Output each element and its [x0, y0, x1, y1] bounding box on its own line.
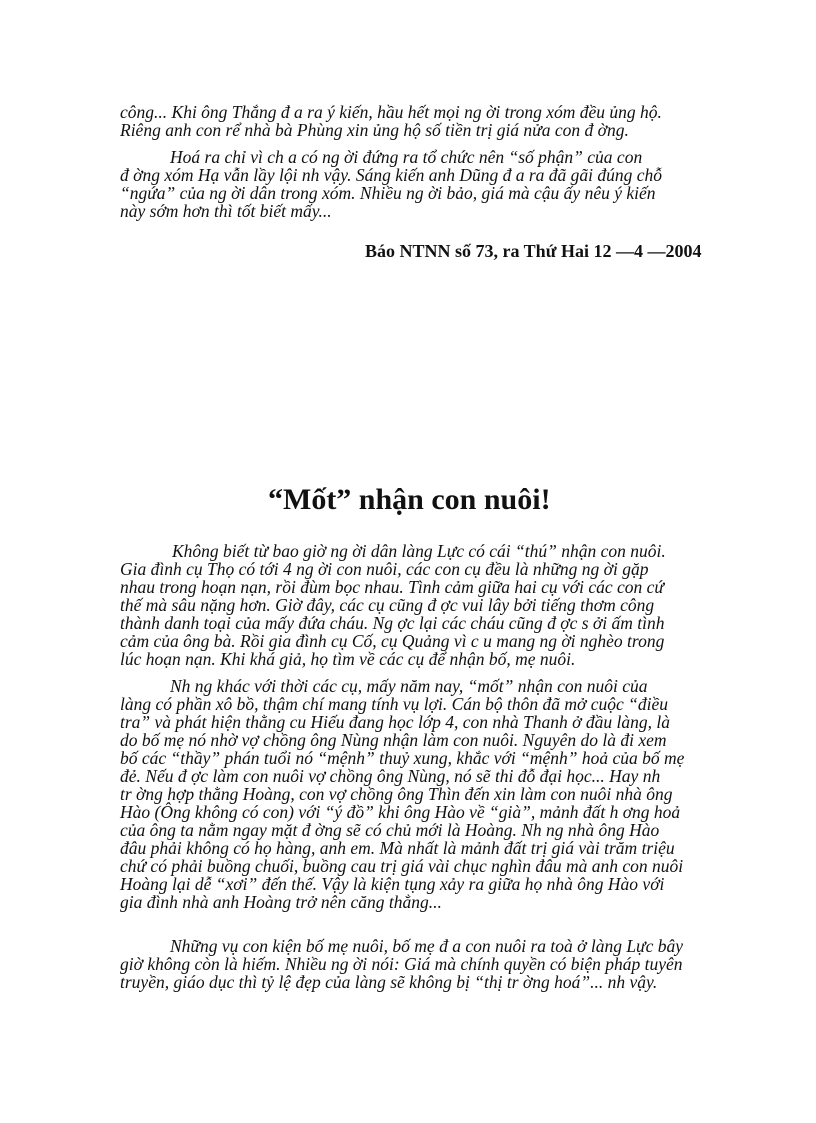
- text-line: nhau trong hoạn nạn, rồi đùm bọc nhau. Tình cảm giữa hai cụ với các con cứ: [120, 577, 664, 597]
- text-line: Gia đình cụ Thọ có tới 4 ng ời con nuôi, các con cụ đều là những ng ời gặp: [120, 559, 649, 579]
- text-line: Không biết từ bao giờ ng ời dân làng Lực có cái “thú” nhận con nuôi.: [172, 541, 666, 561]
- text-line: thành danh toại của mấy đứa cháu. Ng ợc lại các cháu cũng đ ợc s ởi ấm tình: [120, 613, 665, 633]
- text-line: làng có phần xô bồ, thậm chí mang tính vụ lợi. Cán bộ thôn đã mở cuộc “điều: [120, 694, 669, 714]
- text-line: của ông ta nằm ngay mặt đ ờng sẽ có chủ mới là Hoàng. Nh ng nhà ông Hào: [120, 820, 660, 840]
- text-line: Nh ng khác với thời các cụ, mấy năm nay, “mốt” nhận con nuôi của: [170, 676, 648, 696]
- text-line: đâu phải không có họ hàng, anh em. Mà nhất là mảnh đất trị giá vài trăm triệu: [120, 838, 675, 858]
- text-line: đ ờng xóm Hạ vẫn lầy lội nh vậy. Sáng kiến anh Dũng đ a ra đã gãi đúng chỗ: [120, 165, 663, 185]
- text-line: Hoá ra chỉ vì ch a có ng ời đứng ra tổ chức nên “số phận” của con: [170, 147, 643, 167]
- text-line: Những vụ con kiện bố mẹ nuôi, bố mẹ đ a con nuôi ra toà ở làng Lực bây: [170, 936, 684, 956]
- article-title: “Mốt” nhận con nuôi!: [268, 483, 551, 516]
- article-paragraph-3: [120, 937, 683, 991]
- text-line: tra” và phát hiện thằng cu Hiếu đang học lớp 4, con nhà Thanh ở đầu làng, là: [120, 712, 670, 732]
- text-line: giờ không còn là hiếm. Nhiều ng ời nói: Giá mà chính quyền có biện pháp tuyên: [120, 954, 683, 974]
- text-line: lúc hoạn nạn. Khi khá giả, họ tìm về các cụ để nhận bố, mẹ nuôi.: [120, 649, 576, 669]
- text-line: Hoàng lại dễ “xơi” đến thế. Vậy là kiện tụng xảy ra giữa họ nhà ông Hào với: [120, 874, 665, 894]
- article-paragraph-1: [120, 542, 666, 668]
- article-paragraph-2: [120, 677, 684, 911]
- text-line: thế mà sâu nặng hơn. Giờ đây, các cụ cũng đ ợc vui lây bởi tiếng thơm công: [120, 595, 655, 615]
- text-line: truyền, giáo dục thì tỷ lệ đẹp của làng sẽ không bị “thị tr ờng hoá”... nh vậy.: [120, 972, 658, 992]
- text-line: đẻ. Nếu đ ợc làm con nuôi vợ chồng ông Nùng, nó sẽ thi đỗ đại học... Hay nh: [120, 766, 661, 786]
- text-line: tr ờng hợp thằng Hoàng, con vợ chồng ông Thìn đến xin làm con nuôi nhà ông: [120, 784, 673, 804]
- source-citation: Báo NTNN số 73, ra Thứ Hai 12 —4 —2004: [365, 241, 702, 261]
- text-line: chứ có phải buồng chuối, buồng cau trị giá vài chục nghìn đâu mà anh con nuôi: [120, 856, 684, 876]
- text-line: này sớm hơn thì tốt biết mấy...: [120, 201, 332, 221]
- text-line: Riêng anh con rể nhà bà Phùng xin ủng hộ số tiền trị giá nửa con đ ờng.: [120, 120, 629, 140]
- top-paragraph-1: [120, 103, 662, 139]
- text-line: bố các “thầy” phán tuổi nó “mệnh” thuỷ xung, khắc với “mệnh” hoả của bố mẹ: [120, 748, 685, 768]
- text-line: “ngứa” của ng ời dân trong xóm. Nhiều ng ời bảo, giá mà cậu ấy nêu ý kiến: [120, 183, 656, 203]
- text-line: do bố mẹ nó nhờ vợ chồng ông Nùng nhận làm con nuôi. Nguyên do là đi xem: [120, 730, 667, 750]
- text-line: Hào (Ông không có con) với “ý đồ” khi ông Hào về “già”, mảnh đất h ơng hoả: [120, 802, 681, 822]
- top-paragraph-2: [120, 148, 662, 220]
- text-line: gia đình nhà anh Hoàng trở nên căng thẳng...: [120, 892, 442, 912]
- text-line: cảm của ông bà. Rồi gia đình cụ Cố, cụ Quảng vì c u mang ng ời nghèo trong: [120, 631, 665, 651]
- text-line: công... Khi ông Thắng đ a ra ý kiến, hầu hết mọi ng ời trong xóm đều ủng hộ.: [120, 102, 662, 122]
